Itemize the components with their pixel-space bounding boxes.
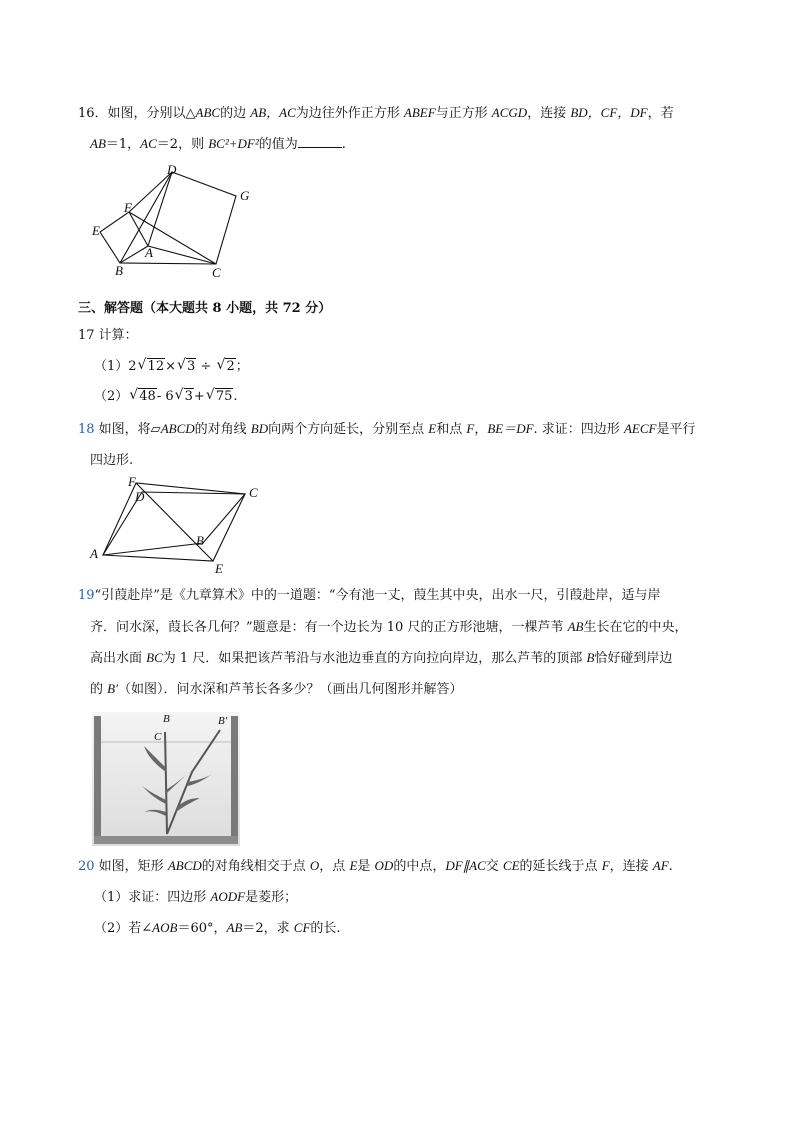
- sqrt-sign: [175, 388, 194, 406]
- q17-text: - 6: [156, 389, 174, 404]
- q18-text: 和点: [436, 422, 467, 437]
- radicand: 48: [139, 389, 156, 404]
- label-d: D: [167, 162, 177, 177]
- q16-var: AC: [140, 136, 157, 151]
- q17-text: （2）: [94, 389, 129, 404]
- q16-var: ABEF: [403, 105, 436, 120]
- label-b: B: [163, 713, 170, 725]
- q17-text: ；: [235, 359, 249, 374]
- q20-text: （1）求证：四边形: [94, 890, 211, 905]
- q19-line-4: [90, 680, 462, 699]
- q20-part-2: [94, 919, 341, 938]
- q20-text: .: [668, 859, 673, 874]
- q18-text: 向两个方向延长，分别至点: [268, 422, 429, 437]
- q20-part-1: [94, 888, 297, 907]
- q18-var: AECF: [623, 421, 657, 436]
- label-b-prime: B′: [218, 715, 228, 727]
- label-g: G: [240, 188, 250, 203]
- label-e: E: [92, 223, 100, 238]
- q18-text: 的对角线: [194, 422, 251, 437]
- q19-text: 齐．问水深，葭长各几何？”题意是：有一个边长为 10 尺的正方形池塘，一棵芦苇: [90, 620, 568, 635]
- q20-var: O: [309, 858, 320, 873]
- q18-var: ABCD: [160, 421, 195, 436]
- label-f: F: [128, 474, 136, 489]
- q16-line-2: [90, 135, 346, 154]
- q20-var: F: [601, 858, 610, 873]
- label-a: A: [90, 546, 98, 561]
- q20-text: 如图，矩形: [94, 859, 168, 874]
- q19-text: 恰好碰到岸边: [594, 651, 673, 666]
- q17-part-2: [94, 388, 238, 406]
- q20-text: 是: [357, 859, 375, 874]
- section-title: 三、解答题（本大题共 8 小题，共 72 分）: [78, 301, 332, 316]
- q19-line-3: [90, 649, 672, 668]
- label-f: F: [124, 200, 132, 215]
- operator: +: [193, 389, 205, 404]
- sqrt-sign: [177, 358, 196, 376]
- q20-var: ABCD: [167, 858, 202, 873]
- q18-line-1: [78, 420, 695, 439]
- q19-var: B: [586, 650, 595, 665]
- label-a: A: [145, 245, 153, 260]
- q20-var: CE: [502, 858, 520, 873]
- q17-text: （1）2: [94, 359, 137, 374]
- q18-var: BD: [250, 421, 269, 436]
- q19-text: “引葭赴岸”是《九章算术》中的一道题：“今有池一丈，葭生其中央，出水一尺，引葭赴岸，适与岸: [94, 588, 661, 603]
- q20-var: CF: [293, 920, 311, 935]
- q20-text: 的长.: [310, 921, 341, 936]
- q19-reed-picture: [92, 712, 240, 846]
- q20-var: DF∥AC: [445, 858, 486, 873]
- q16-line-1: [78, 104, 674, 123]
- q19-line-1: [78, 587, 661, 605]
- q18-var: F: [466, 421, 475, 436]
- q16-text: .: [341, 137, 346, 152]
- q16-var: BD，CF，DF: [570, 105, 648, 120]
- operator: ÷: [196, 359, 216, 374]
- q19-text: 高出水面: [90, 651, 147, 666]
- q18-figure: [88, 474, 268, 578]
- q16-var: AB，AC: [250, 105, 296, 120]
- q20-var: AF: [652, 858, 669, 873]
- q20-text: 交: [485, 859, 503, 874]
- q18-text: 如图，将▱: [94, 422, 161, 437]
- label-b: B: [196, 533, 204, 548]
- pond-wall-left: [94, 716, 101, 844]
- sqrt-sign: [206, 388, 234, 406]
- q16-var: AB: [90, 136, 106, 151]
- q20-var: AOB: [152, 920, 178, 935]
- q16-var: BC²+DF²: [208, 136, 259, 151]
- radicand: 2: [226, 359, 235, 374]
- q18-number: 18: [78, 422, 95, 437]
- q16-text: ＝1，: [105, 137, 141, 152]
- radicand: 75: [215, 389, 233, 404]
- q17-label: 17 计算：: [78, 328, 138, 343]
- q20-text: ＝60°，: [177, 921, 227, 936]
- radicand: 3: [187, 359, 196, 374]
- q16-var: ACGD: [491, 105, 528, 120]
- q19-line-2: [90, 618, 688, 637]
- label-d: D: [135, 489, 145, 504]
- q17-part-1: [94, 358, 249, 376]
- q20-text: ，连接: [609, 859, 653, 874]
- radicand: 12: [147, 359, 165, 374]
- label-c: C: [154, 731, 162, 743]
- q19-number: 19: [78, 588, 95, 603]
- q16-text: 为边往外作正方形: [295, 106, 404, 121]
- q17-text: .: [233, 389, 238, 404]
- label-c: C: [249, 485, 258, 500]
- q18-text: . 求证：四边形: [533, 422, 624, 437]
- q20-text: ，点: [319, 859, 350, 874]
- q16-text: 16．如图，分别以△: [78, 106, 196, 121]
- q19-var: AB: [567, 619, 584, 634]
- q20-var: E: [349, 858, 358, 873]
- q16-figure: [88, 160, 268, 282]
- q19-text: （如图）．问水深和芦苇长各多少？（画出几何图形并解答）: [117, 682, 463, 697]
- q20-line-1: [78, 857, 673, 876]
- q20-text: 的对角线相交于点: [201, 859, 310, 874]
- label-e: E: [215, 561, 223, 576]
- q20-text: 的中点，: [393, 859, 446, 874]
- q19-text: 生长在它的中央，: [583, 620, 688, 635]
- q18-var: BE＝DF: [487, 421, 534, 436]
- q18-text: 是平行: [656, 422, 696, 437]
- pond-wall-right: [231, 716, 238, 844]
- q20-var: OD: [374, 858, 394, 873]
- q20-text: ＝2，求: [242, 921, 294, 936]
- q18-text: ，: [474, 422, 488, 437]
- q20-number: 20: [78, 859, 95, 874]
- pond-bottom: [94, 836, 238, 844]
- operator: ×: [165, 359, 176, 374]
- q19-var: BC: [146, 650, 163, 665]
- q16-text: 的边: [220, 106, 251, 121]
- q18-line-2: 四边形.: [90, 453, 134, 468]
- sqrt-sign: [129, 388, 157, 406]
- q20-text: （2）若∠: [94, 921, 153, 936]
- q20-text: 的延长线于点: [519, 859, 602, 874]
- q16-text: 与正方形: [435, 106, 492, 121]
- q20-var: AB: [226, 920, 243, 935]
- sqrt-sign: [216, 358, 235, 376]
- label-b: B: [115, 263, 123, 278]
- q16-text: 的值为: [258, 137, 298, 152]
- label-c: C: [212, 265, 221, 280]
- answer-blank[interactable]: [298, 135, 342, 148]
- q16-text: ＝2，则: [156, 137, 209, 152]
- q19-text: 为 1 尺．如果把该芦苇沿与水池边垂直的方向拉向岸边，那么芦苇的顶部: [162, 651, 587, 666]
- q16-text: ，若: [647, 106, 674, 121]
- q16-var: ABC: [195, 105, 221, 120]
- segment-cf: [129, 212, 216, 264]
- sqrt-sign: [138, 358, 166, 376]
- parallelogram-abcd: [103, 492, 245, 555]
- radicand: 3: [184, 389, 193, 404]
- q16-text: ，连接: [527, 106, 571, 121]
- q19-var: B′: [107, 681, 118, 696]
- q20-text: 是菱形；: [245, 890, 298, 905]
- q20-var: AODF: [210, 889, 246, 904]
- q18-var: E: [428, 421, 437, 436]
- segment-bc: [120, 263, 216, 264]
- q19-text: 的: [90, 682, 108, 697]
